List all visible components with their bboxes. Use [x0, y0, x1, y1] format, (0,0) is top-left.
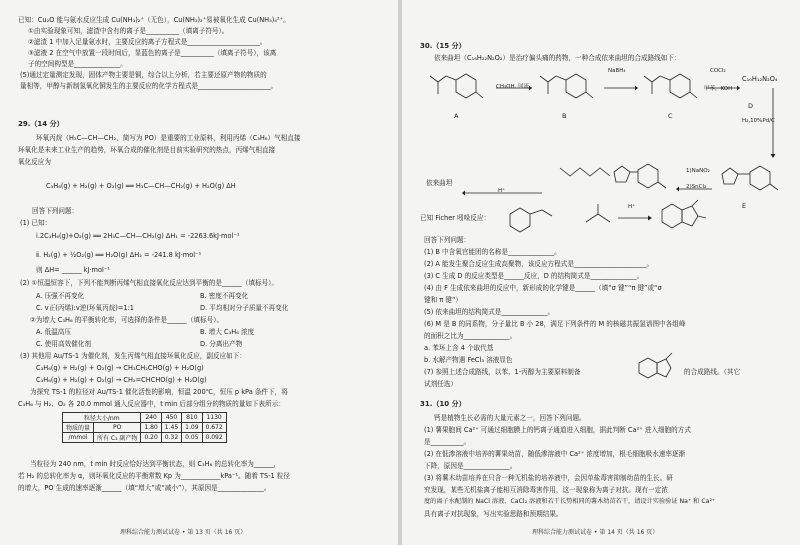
- compound-a-label: A: [454, 112, 459, 120]
- q30-s7c: 试剂任选）: [424, 380, 457, 388]
- compound-c-structure: [642, 66, 702, 114]
- compound-b-structure: [538, 66, 598, 114]
- q31-s1: (1) 薯果胞间 Ca²⁺ 可通过细胞膜上的钙离子通道进入细胞，据此判断 Ca²⁺ 进入细胞的方式: [424, 426, 691, 434]
- right-page-footer: 理科综合能力测试试卷 • 第 14 页（共 16 页）: [532, 529, 659, 536]
- q29-s2b: ②为增大 C₃H₆ 的平衡转化率，可选择的条件是______（填标号）。: [30, 316, 224, 324]
- q30-s2: (2) A 能发生聚合反应生成高聚物，该反应方程式是______________________。: [424, 260, 654, 268]
- q29-s3c: 为探究 TS-1 的粒径对 Au/TS-1 催化活性的影响，恒温 200℃，恒压 p kPa 条件下，将: [30, 388, 288, 396]
- q31-s2b: 下降，原因是______________。: [424, 462, 517, 470]
- q30-intro: 依来曲坦（C₁₆H₂₂N₂O₂）是治疗偏头痛的药物，一种合成依来曲坦的合成路线如下：: [434, 54, 681, 62]
- q30-answer-prompt: 回答下列问题：: [424, 236, 471, 244]
- table-row: [63, 413, 227, 423]
- table-cell: 0.672: [202, 423, 226, 433]
- q29-s2: (2) ①恒温恒容下，下列不能判断丙烯气相直接氧化反应达到平衡的是______（填标号）。: [20, 279, 279, 287]
- q30-s3: (3) C 生成 D 的反应类型是______反应，D 的结构简式是______________。: [424, 272, 644, 280]
- q30-s6b: 的面积之比为______________。: [424, 332, 517, 340]
- table-cell: 0.32: [161, 433, 181, 443]
- q29-s3d: C₃H₆ 与 H₂、O₂ 各 20.0 mmol 通入反应器中，t min 后部分组分的物质的量如下表所示：: [18, 400, 285, 408]
- condition-f-to-drug: H⁺: [498, 188, 506, 194]
- q31-title: 31.（10 分）: [420, 400, 466, 408]
- compound-f-structure: [552, 158, 672, 202]
- q31-s3d: 具有离子对抗现象，写出实验思路和预期结果。: [424, 510, 563, 518]
- intro-line-1: 已知：Cu₂O 能与氨水反应生成 Cu(NH₃)₂⁺（无色），Cu(NH₃)₂⁺易被氧化生成 Cu(NH₃)₄²⁺。: [18, 16, 290, 24]
- q30-s6c: a. 苯环上含 4 个取代基: [424, 344, 494, 352]
- q29-s3a: C₃H₆(g) + H₂(g) + O₂(g) → CH₃CH₂CHO(g) + H₂O(g): [36, 364, 204, 372]
- left-page-footer: 理科综合能力测试试卷 • 第 13 页（共 16 页）: [120, 529, 247, 536]
- q29-s2-option-a: A. 压强不再变化: [36, 292, 85, 300]
- table-size-2: 450: [161, 413, 181, 423]
- compound-e-label: E: [742, 202, 747, 210]
- q29-s3: (3) 其他用 Au/TS-1 为催化剂，发生丙烯气相直接环氧化反应，副反应如下：: [20, 352, 246, 360]
- q29-s2b-option-a: A. 低温高压: [36, 328, 71, 336]
- q29-main-equation: C₃H₆(g) + H₂(g) + O₂(g) ══ H₃C—CH—CH₂(g) + H₂O(g) ΔH: [46, 182, 236, 190]
- condition-e-step-2: 2)SnCl₂: [686, 184, 707, 190]
- intro-line-4: ③滤液 2 在空气中放置一段时间后，显蓝色的离子是__________（填离子符号），该离: [28, 49, 277, 57]
- intro-line-3: ②滤渣 1 中加入足量氨水时，主要反应的离子方程式是______________________。: [28, 38, 267, 46]
- q29-answer-prompt: 回答下列问题：: [32, 207, 79, 215]
- q30-title: 30.（15 分）: [420, 42, 466, 50]
- intro-line-5: 子的空间构型是______________。: [28, 60, 127, 68]
- fischer-known-label: 已知 Ficher 吲哚反应：: [420, 214, 491, 222]
- q29-s2-option-c: C. v正(丙烯):v逆(环氧丙烷)=1:1: [36, 304, 134, 312]
- q29-s4c: 的增大，PO 生成的速率逐渐______（填“增大”或“减小”），其原因是______________。: [18, 484, 271, 492]
- drug-name-label: 依来曲坦: [426, 179, 453, 187]
- q29-s1: (1) 已知：: [20, 219, 52, 227]
- q29-s4a: 当粒径为 240 nm，t min 时反应恰好达到平衡状态，则 C₃H₆ 的总转化率为______，: [30, 460, 281, 468]
- table-cell: 0.092: [202, 433, 226, 443]
- compound-c-label: C: [668, 112, 673, 120]
- table-cell: 1.09: [182, 423, 202, 433]
- table-size-3: 810: [182, 413, 202, 423]
- table-po-label: PO: [94, 423, 141, 433]
- table-cell: 1.80: [141, 423, 161, 433]
- right-page: [402, 0, 800, 545]
- fischer-product-structure: [660, 198, 710, 238]
- q30-s6: (6) M 是 B 的同系物，分子量比 B 小 28，满足下列条件的 M 的核磁共振氢谱图中各组峰: [424, 320, 686, 328]
- intro-line-7: 量相等，甲醇与新制氢氧化铜发生的主要反应的化学方程式是______________________。: [20, 82, 278, 90]
- compound-b-label: B: [562, 112, 567, 120]
- condition-c-to-d: COCl₂: [710, 68, 726, 74]
- q29-s2b-option-d: D. 分离出产物: [200, 340, 243, 348]
- table-row: [63, 433, 227, 443]
- q30-s7: (7) 参照上述合成路线，以苯、1-丙醇为主要原料制备: [424, 368, 581, 376]
- table-size-1: 240: [141, 413, 161, 423]
- intro-line-6: (5)通过定量测定发现，固体产物主要是铜，综合以上分析，若主要还原产物的物质的: [20, 71, 267, 79]
- table-cell: 0.20: [141, 433, 161, 443]
- particle-size-table: [62, 412, 227, 443]
- arrow-b-to-c: [604, 76, 638, 95]
- q30-s5: (5) 依来曲坦的结构简式是______________。: [424, 308, 555, 316]
- q29-line-1: 环氧丙烷（H₃C—CH—CH₂，简写为 PO）是重要的工业原料，利用丙烯（C₃H₆）气相直接: [36, 134, 301, 142]
- target-indole-structure: [638, 350, 680, 388]
- compound-d-formula: C₁₀H₁₂N₂O₄: [742, 75, 778, 83]
- q29-s2-option-d: D. 平均相对分子质量不再变化: [200, 304, 289, 312]
- q29-s2b-option-b: B. 增大 C₃H₆ 浓度: [200, 328, 255, 336]
- table-cell: 0.05: [182, 433, 202, 443]
- condition-d-to-e: H₂,10%Pd/C: [742, 118, 775, 124]
- q31-s1b: 是__________。: [424, 438, 471, 446]
- arrow-d-to-e: [770, 88, 776, 162]
- q31-s3c: 度的离子水配制的 NaCl 溶液、CaCl₂ 溶液和若干长势相同的薯木幼苗若干，请设计实验验证 Na⁺ 和 Ca²⁺: [424, 498, 716, 505]
- q31-s2: (2) 在低渗溶液中培养的薯果幼苗，随低渗溶液中 Ca²⁺ 浓度增加，根毛细胞吸水速率逐渐: [424, 450, 686, 458]
- condition-b-to-c: NaBH₄: [608, 68, 626, 74]
- compound-e-structure: [714, 160, 784, 204]
- q30-s4: (4) 由 F 生成依来曲坦的反应中，新形成的化学键是______（填“σ 键”“π 键”或“σ: [424, 284, 662, 292]
- table-size-4: 1130: [202, 413, 226, 423]
- q29-s4b: 若 H₂ 的总转化率为 α，则环氧化反应的平衡常数 Kp 为____________kPa⁻¹。随着 TS-1 粒径: [18, 472, 290, 480]
- left-page: [0, 0, 398, 545]
- condition-a-to-b: CH₃OH, 回流: [496, 84, 530, 90]
- table-row-label: 物质的量: [63, 423, 94, 433]
- condition-e-step-1: 1)NaNO₂: [686, 168, 710, 174]
- q31-s3: (3) 将薯木幼苗培养在只含一种无机盐的培养液中，会因单盐毒害抑制幼苗的生长。研: [424, 474, 673, 482]
- table-header-size: 粒径大小/nm: [63, 413, 141, 423]
- q30-s4b: 键和 π 键”）: [424, 296, 462, 304]
- q29-s1b: ⅱ. H₂(g) + ½O₂(g) ══ H₂O(g) ΔH₂ = -241.8 kJ·mol⁻¹: [36, 251, 202, 259]
- compound-d-label: D: [748, 102, 754, 110]
- q29-s2-option-b: B. 密度不再变化: [200, 292, 249, 300]
- q30-s7b: 的合成路线。（其它: [684, 368, 741, 376]
- q29-title: 29.（14 分）: [18, 120, 64, 128]
- q31-s3b: 究发现，某些无机盐离子能相互消除毒害作用，这一现象称为离子对抗。现有一定浓: [424, 486, 668, 494]
- q29-s3b: C₃H₆(g) + H₂(g) + O₂(g) → CH₂=CHCHO(g) + H₂O(g): [36, 376, 207, 384]
- q29-s1a: ⅰ.2C₃H₆(g)+O₂(g) ══ 2H₃C—CH—CH₂(g) ΔH₁ = -2263.6kJ·mol⁻¹: [36, 232, 240, 240]
- q31-line-1: 钙是植物生长必需的大量元素之一，回答下列问题。: [434, 414, 586, 422]
- table-c3-label: 所有 C₃ 副产物: [94, 433, 141, 443]
- q29-line-3: 氧化反应为: [18, 158, 51, 166]
- q30-s1: (1) B 中含氧官能团的名称是______________。: [424, 248, 561, 256]
- intro-line-2: ①由实验现象可知，滤渣中含有的离子是__________（填离子符号）。: [28, 27, 229, 35]
- table-row: [63, 423, 227, 433]
- table-unit: /mmol: [63, 433, 94, 443]
- q29-s2b-option-c: C. 使用高效催化剂: [36, 340, 91, 348]
- table-cell: 1.45: [161, 423, 181, 433]
- q29-s1c: 则 ΔH= ______ kJ·mol⁻¹: [36, 266, 110, 274]
- fischer-condition: H⁺: [628, 204, 636, 210]
- q30-s6d: b. 水解产物遇 FeCl₃ 溶液显色: [424, 356, 513, 364]
- q29-line-2: 环氧化是未来工业生产的趋势，环氧合成的催化剂是目前实验研究的热点，丙烯气相直接: [18, 146, 276, 154]
- condition-c-to-d-2: 甲苯，KOH: [704, 86, 733, 92]
- compound-a-structure: [428, 66, 488, 114]
